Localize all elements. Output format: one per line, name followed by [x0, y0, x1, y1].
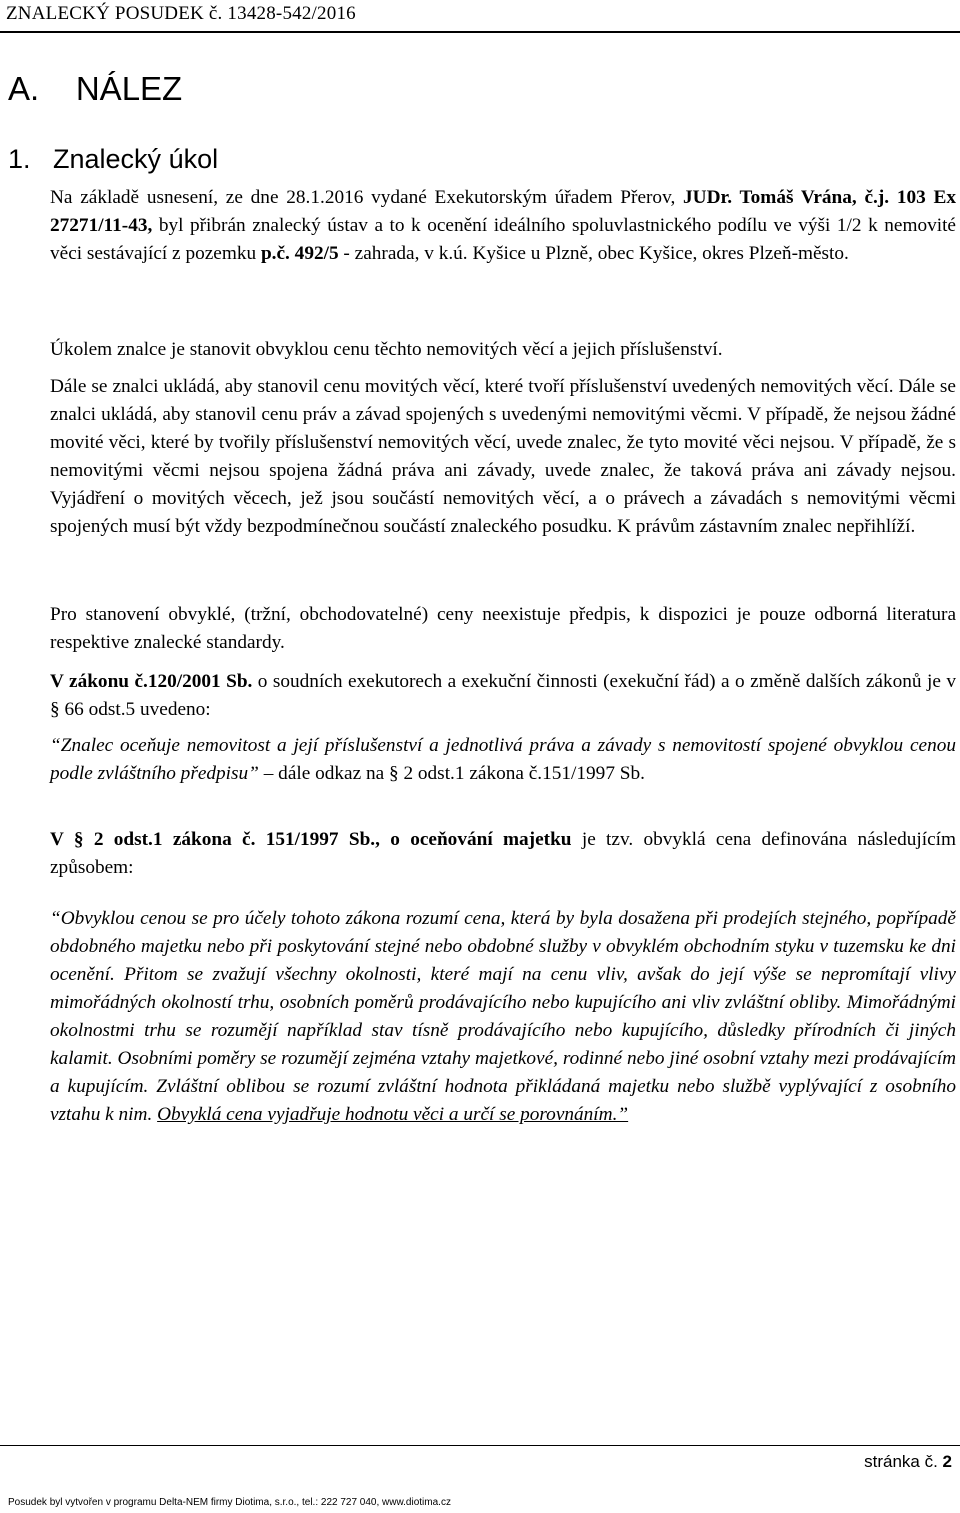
definition-quote-text: “Obvyklou cenou se pro účely tohoto zákona rozumí cena, která by byla dosažena při prodejích stejného, popřípadě obdobného majetku nebo při poskytování stejné nebo obdobné služby v obvyklém obchodním styku v tuzemsku ke dni ocenění. Přitom se zvažují všechny okolnosti, které mají na cenu vliv, avšak do její výše se nepromítají vlivy mimořádných okolností trhu, osobních poměrů prodávajícího nebo kupujícího ani vliv zvláštní obliby. Mimořádnými okolnostmi trhu se rozumějí například stav tísně prodávajícího nebo kupujícího, důsledky přírodních či jiných kalamit. Osobními poměry se rozumějí zejména vztahy majetkové, rodinné nebo jiné osobní vztahy mezi prodávajícím a kupujícím. Zvláštní oblibou se rozumí zvláštní hodnota přikládaná majetku nebo službě vyplývající z osobního vztahu k nim. [50, 908, 956, 1125]
intro-text-3: - zahrada, v k.ú. Kyšice u Plzně, obec Kyšice, okres Plzeň-město. [338, 243, 849, 264]
quote-law-paragraph [50, 732, 956, 788]
intro-bold-1: JUDr. Tomáš Vrána, č.j. 103 Ex 27271/11-43, [50, 187, 957, 236]
instructions-text: Dále se znalci ukládá, aby stanovil cenu movitých věcí, které tvoří příslušenství uvedených nemovitých věcí. Dále se znalci ukládá, aby stanovil cenu práv a závad spojených s uvedenými nemovitými věcmi. V případě, že nejsou žádné movité věci, které by tvořily příslušenství nemovitých věcí, uvede znalec, že tyto movité věci nejsou. V případě, že s nemovitými věcmi nejsou spojena žádná práva ani závady, uvede znalec, že taková práva ani závady nejsou. Vyjádření o movitých věcech, jež jsou součástí nemovitých věcí, a o právech a závadách s nemovitými věcmi spojených musí být vždy bezpodmínečnou součástí znaleckého posudku. K právům zástavním znalec nepřihlíží. [50, 376, 956, 537]
section-heading-1: 1. Znalecký úkol [8, 144, 219, 174]
header-rule [0, 31, 960, 33]
page-number-label: stránka č. [864, 1452, 943, 1471]
definition-text: je tzv. obvyklá cena definována následujícím způsobem: [50, 829, 956, 878]
definition-paragraph [50, 826, 956, 882]
definition-quote-underlined: Obvyklá cena vyjadřuje hodnotu věci a určí se porovnáním.” [157, 1104, 629, 1125]
footer-rule [0, 1445, 960, 1446]
footer-credit: Posudek byl vytvořen v programu Delta-NEM firmy Diotima, s.r.o., tel.: 222 727 040, www.diotima.cz [8, 1497, 451, 1508]
law-text: o soudních exekutorech a exekuční činnosti (exekuční řád) a o změně dalších zákonů je v § 66 odst.5 uvedeno: [50, 671, 956, 720]
page-number [864, 1452, 952, 1472]
intro-text-1: Na základě usnesení, ze dne 28.1.2016 vydané Exekutorským úřadem Přerov, [50, 187, 684, 208]
pricing-paragraph [50, 601, 956, 657]
task-text: Úkolem znalce je stanovit obvyklou cenu těchto nemovitých věcí a jejich příslušenství. [50, 339, 723, 360]
instructions-paragraph [50, 373, 956, 541]
section-heading-a: A. NÁLEZ [8, 70, 183, 107]
page-number-value: 2 [942, 1452, 952, 1471]
intro-text-2: byl přibrán znalecký ústav a to k ocenění ideálního spoluvlastnického podílu ve výši 1/2 k nemovité věci sestávající z pozemku [50, 215, 956, 264]
intro-bold-2: p.č. 492/5 [260, 243, 339, 264]
definition-bold: V § 2 odst.1 zákona č. 151/1997 Sb., o oceňování majetku [50, 829, 572, 850]
quote-law-italic: “Znalec oceňuje nemovitost a její příslušenství a jednotlivá práva a závady s nemovitostí spojené obvyklou cenou podle zvláštního předpisu” [50, 735, 956, 784]
quote-law-plain: – dále odkaz na § 2 odst.1 zákona č.151/1997 Sb. [258, 763, 645, 784]
pricing-text: Pro stanovení obvyklé, (tržní, obchodovatelné) ceny neexistuje předpis, k dispozici je pouze odborná literatura respektive znalecké standardy. [50, 604, 956, 653]
law-bold: V zákonu č.120/2001 Sb. [50, 671, 253, 692]
law-paragraph [50, 668, 956, 724]
document-header: ZNALECKÝ POSUDEK č. 13428-542/2016 [6, 3, 356, 24]
intro-paragraph [50, 184, 956, 268]
definition-quote-paragraph [50, 905, 956, 1129]
task-paragraph [50, 336, 956, 364]
